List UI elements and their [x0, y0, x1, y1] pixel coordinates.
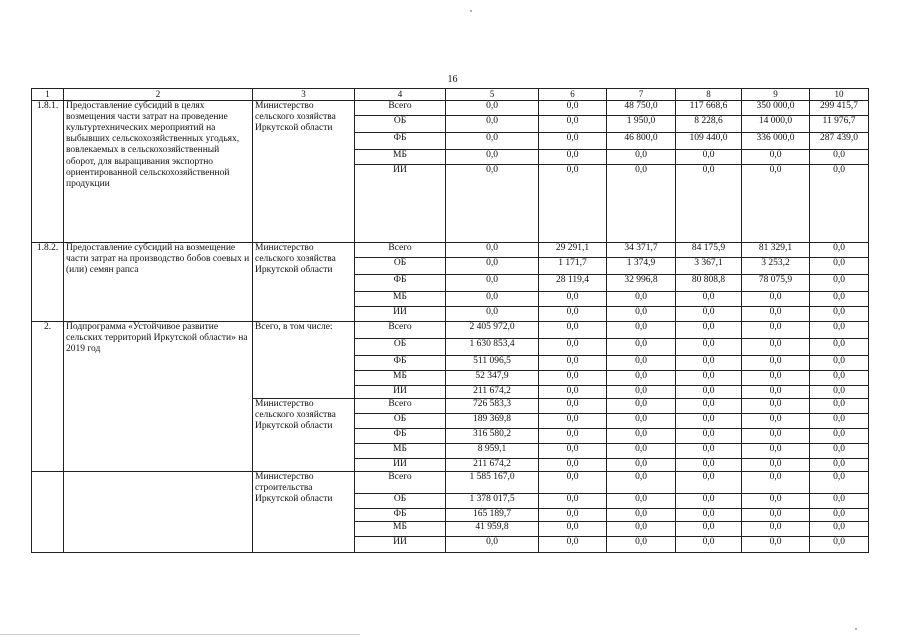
amount-cell: 0,0	[446, 115, 539, 132]
amount-cell: 0,0	[742, 398, 810, 413]
amount-cell: 0,0	[810, 508, 869, 521]
amount-cell: 32 996,8	[607, 274, 676, 291]
amount-cell: 0,0	[607, 355, 676, 370]
amount-cell: 0,0	[607, 164, 676, 242]
amount-cell: 0,0	[446, 274, 539, 291]
amount-cell: 0,0	[539, 443, 607, 458]
responsible-organization: Министерство сельского хозяйства Иркутской области	[253, 242, 355, 321]
item-name	[64, 471, 253, 552]
amount-cell: 0,0	[810, 164, 869, 242]
amount-cell: 189 369,8	[446, 413, 539, 428]
amount-cell: 8 228,6	[676, 115, 742, 132]
item-name: Предоставление субсидий в целях возмещения части затрат на проведение культуртехнических мероприятий на выбывших сельскохозяйственных угодьях, вовлекаемых в сельскохозяйственный оборот, для выращивания экспортно ориентированной сельскохозяйственной продукции	[64, 100, 253, 242]
amount-cell: 0,0	[539, 355, 607, 370]
column-header: 7	[607, 89, 676, 101]
amount-cell: 165 189,7	[446, 508, 539, 521]
table-row	[32, 471, 869, 493]
amount-cell: 0,0	[676, 521, 742, 536]
funding-source: ИИ	[355, 164, 446, 242]
amount-cell: 0,0	[607, 458, 676, 471]
amount-cell: 0,0	[539, 132, 607, 149]
funding-source: ФБ	[355, 428, 446, 443]
amount-cell: 0,0	[446, 242, 539, 257]
amount-cell: 0,0	[607, 521, 676, 536]
funding-source: МБ	[355, 370, 446, 385]
amount-cell: 0,0	[810, 370, 869, 385]
amount-cell: 0,0	[539, 471, 607, 493]
amount-cell: 0,0	[446, 536, 539, 552]
amount-cell: 0,0	[676, 385, 742, 398]
amount-cell: 0,0	[446, 291, 539, 306]
amount-cell: 0,0	[676, 338, 742, 355]
item-number: 1.8.1.	[32, 100, 64, 242]
amount-cell: 0,0	[810, 274, 869, 291]
item-name: Подпрограмма «Устойчивое развитие сельских территорий Иркутской области» на 2019 год	[64, 321, 253, 471]
amount-cell: 0,0	[607, 471, 676, 493]
amount-cell: 299 415,7	[810, 100, 869, 115]
amount-cell: 211 674,2	[446, 458, 539, 471]
amount-cell: 0,0	[742, 385, 810, 398]
amount-cell: 0,0	[607, 413, 676, 428]
table-row	[32, 242, 869, 257]
amount-cell: 0,0	[607, 385, 676, 398]
funding-source: ИИ	[355, 536, 446, 552]
amount-cell: 80 808,8	[676, 274, 742, 291]
amount-cell: 0,0	[607, 443, 676, 458]
amount-cell: 0,0	[742, 321, 810, 338]
amount-cell: 0,0	[446, 132, 539, 149]
funding-source: ИИ	[355, 385, 446, 398]
funding-source: МБ	[355, 443, 446, 458]
amount-cell: 0,0	[742, 521, 810, 536]
amount-cell: 0,0	[446, 100, 539, 115]
amount-cell: 0,0	[810, 398, 869, 413]
amount-cell: 0,0	[539, 508, 607, 521]
amount-cell: 0,0	[539, 458, 607, 471]
amount-cell: 726 583,3	[446, 398, 539, 413]
amount-cell: 0,0	[539, 291, 607, 306]
amount-cell: 0,0	[539, 100, 607, 115]
budget-table	[31, 88, 869, 553]
column-header: 9	[742, 89, 810, 101]
item-number: 2.	[32, 321, 64, 471]
scan-artifact	[470, 10, 472, 12]
amount-cell: 350 000,0	[742, 100, 810, 115]
amount-cell: 0,0	[810, 536, 869, 552]
header-row	[32, 89, 869, 101]
column-header: 1	[32, 89, 64, 101]
amount-cell: 0,0	[539, 321, 607, 338]
funding-source: Всего	[355, 242, 446, 257]
amount-cell: 0,0	[607, 149, 676, 164]
amount-cell: 511 096,5	[446, 355, 539, 370]
amount-cell: 0,0	[742, 291, 810, 306]
funding-source: ФБ	[355, 508, 446, 521]
column-header: 6	[539, 89, 607, 101]
item-number	[32, 471, 64, 552]
amount-cell: 0,0	[810, 355, 869, 370]
amount-cell: 0,0	[676, 471, 742, 493]
amount-cell: 0,0	[676, 149, 742, 164]
amount-cell: 0,0	[742, 413, 810, 428]
amount-cell: 0,0	[742, 355, 810, 370]
amount-cell: 0,0	[810, 458, 869, 471]
amount-cell: 0,0	[676, 164, 742, 242]
amount-cell: 0,0	[676, 291, 742, 306]
amount-cell: 0,0	[810, 493, 869, 508]
funding-source: ФБ	[355, 132, 446, 149]
funding-source: ОБ	[355, 338, 446, 355]
amount-cell: 0,0	[539, 385, 607, 398]
item-number: 1.8.2.	[32, 242, 64, 321]
amount-cell: 0,0	[607, 321, 676, 338]
amount-cell: 0,0	[446, 149, 539, 164]
amount-cell: 0,0	[607, 493, 676, 508]
amount-cell: 34 371,7	[607, 242, 676, 257]
funding-source: ИИ	[355, 458, 446, 471]
amount-cell: 0,0	[810, 443, 869, 458]
funding-source: ФБ	[355, 355, 446, 370]
amount-cell: 0,0	[539, 338, 607, 355]
funding-source: МБ	[355, 291, 446, 306]
amount-cell: 84 175,9	[676, 242, 742, 257]
responsible-organization: Министерство сельского хозяйства Иркутской области	[253, 398, 355, 471]
column-header: 3	[253, 89, 355, 101]
funding-source: Всего	[355, 471, 446, 493]
funding-source: МБ	[355, 149, 446, 164]
amount-cell: 14 000,0	[742, 115, 810, 132]
amount-cell: 336 000,0	[742, 132, 810, 149]
amount-cell: 1 378 017,5	[446, 493, 539, 508]
amount-cell: 0,0	[607, 428, 676, 443]
amount-cell: 41 959,8	[446, 521, 539, 536]
amount-cell: 0,0	[810, 338, 869, 355]
responsible-organization: Всего, в том числе:	[253, 321, 355, 398]
amount-cell: 0,0	[446, 164, 539, 242]
amount-cell: 0,0	[539, 115, 607, 132]
amount-cell: 0,0	[607, 536, 676, 552]
amount-cell: 0,0	[607, 338, 676, 355]
funding-source: ФБ	[355, 274, 446, 291]
amount-cell: 0,0	[676, 536, 742, 552]
amount-cell: 0,0	[810, 149, 869, 164]
amount-cell: 287 439,0	[810, 132, 869, 149]
amount-cell: 0,0	[539, 306, 607, 321]
amount-cell: 0,0	[539, 413, 607, 428]
amount-cell: 316 580,2	[446, 428, 539, 443]
amount-cell: 211 674,2	[446, 385, 539, 398]
amount-cell: 0,0	[676, 413, 742, 428]
amount-cell: 0,0	[742, 443, 810, 458]
amount-cell: 0,0	[676, 428, 742, 443]
amount-cell: 0,0	[742, 338, 810, 355]
amount-cell: 1 374,9	[607, 257, 676, 274]
amount-cell: 0,0	[742, 149, 810, 164]
amount-cell: 0,0	[446, 257, 539, 274]
responsible-organization: Министерство строительства Иркутской области	[253, 471, 355, 552]
amount-cell: 0,0	[607, 370, 676, 385]
amount-cell: 46 800,0	[607, 132, 676, 149]
amount-cell: 0,0	[676, 493, 742, 508]
funding-source: ИИ	[355, 306, 446, 321]
amount-cell: 28 119,4	[539, 274, 607, 291]
amount-cell: 0,0	[607, 306, 676, 321]
amount-cell: 0,0	[742, 493, 810, 508]
amount-cell: 0,0	[810, 471, 869, 493]
amount-cell: 0,0	[676, 458, 742, 471]
amount-cell: 0,0	[607, 508, 676, 521]
funding-source: ОБ	[355, 413, 446, 428]
table-row	[32, 321, 869, 338]
amount-cell: 0,0	[810, 306, 869, 321]
amount-cell: 1 630 853,4	[446, 338, 539, 355]
amount-cell: 3 367,1	[676, 257, 742, 274]
column-header: 8	[676, 89, 742, 101]
amount-cell: 0,0	[446, 306, 539, 321]
amount-cell: 0,0	[607, 398, 676, 413]
amount-cell: 1 950,0	[607, 115, 676, 132]
amount-cell: 0,0	[810, 242, 869, 257]
amount-cell: 11 976,7	[810, 115, 869, 132]
amount-cell: 0,0	[742, 370, 810, 385]
amount-cell: 0,0	[810, 428, 869, 443]
funding-source: Всего	[355, 321, 446, 338]
amount-cell: 1 171,7	[539, 257, 607, 274]
amount-cell: 0,0	[539, 521, 607, 536]
amount-cell: 1 585 167,0	[446, 471, 539, 493]
amount-cell: 0,0	[810, 257, 869, 274]
amount-cell: 0,0	[676, 508, 742, 521]
amount-cell: 0,0	[676, 306, 742, 321]
amount-cell: 81 329,1	[742, 242, 810, 257]
responsible-organization: Министерство сельского хозяйства Иркутской области	[253, 100, 355, 242]
amount-cell: 0,0	[539, 398, 607, 413]
column-header: 5	[446, 89, 539, 101]
funding-source: ОБ	[355, 115, 446, 132]
funding-source: Всего	[355, 100, 446, 115]
amount-cell: 52 347,9	[446, 370, 539, 385]
amount-cell: 48 750,0	[607, 100, 676, 115]
amount-cell: 0,0	[539, 428, 607, 443]
amount-cell: 0,0	[810, 291, 869, 306]
amount-cell: 0,0	[539, 149, 607, 164]
amount-cell: 0,0	[539, 493, 607, 508]
amount-cell: 0,0	[539, 536, 607, 552]
amount-cell: 0,0	[676, 355, 742, 370]
amount-cell: 0,0	[742, 306, 810, 321]
amount-cell: 3 253,2	[742, 257, 810, 274]
amount-cell: 29 291,1	[539, 242, 607, 257]
amount-cell: 0,0	[810, 521, 869, 536]
table-row	[32, 100, 869, 115]
amount-cell: 109 440,0	[676, 132, 742, 149]
amount-cell: 0,0	[810, 413, 869, 428]
amount-cell: 0,0	[676, 398, 742, 413]
amount-cell: 0,0	[676, 370, 742, 385]
amount-cell: 0,0	[539, 164, 607, 242]
amount-cell: 78 075,9	[742, 274, 810, 291]
amount-cell: 0,0	[742, 471, 810, 493]
column-header: 2	[64, 89, 253, 101]
scan-artifact	[855, 628, 857, 630]
amount-cell: 8 959,1	[446, 443, 539, 458]
amount-cell: 0,0	[607, 291, 676, 306]
item-name: Предоставление субсидий на возмещение части затрат на производство бобов соевых и (или) семян рапса	[64, 242, 253, 321]
page-number: 16	[447, 74, 458, 85]
amount-cell: 0,0	[742, 164, 810, 242]
funding-source: ОБ	[355, 493, 446, 508]
funding-source: Всего	[355, 398, 446, 413]
funding-source: МБ	[355, 521, 446, 536]
amount-cell: 0,0	[676, 321, 742, 338]
amount-cell: 0,0	[742, 458, 810, 471]
amount-cell: 0,0	[742, 508, 810, 521]
amount-cell: 0,0	[742, 536, 810, 552]
funding-source: ОБ	[355, 257, 446, 274]
column-header: 10	[810, 89, 869, 101]
amount-cell: 0,0	[810, 321, 869, 338]
column-header: 4	[355, 89, 446, 101]
amount-cell: 0,0	[810, 385, 869, 398]
amount-cell: 0,0	[676, 443, 742, 458]
amount-cell: 2 405 972,0	[446, 321, 539, 338]
amount-cell: 0,0	[742, 428, 810, 443]
scan-artifact	[0, 634, 360, 635]
amount-cell: 0,0	[539, 370, 607, 385]
amount-cell: 117 668,6	[676, 100, 742, 115]
